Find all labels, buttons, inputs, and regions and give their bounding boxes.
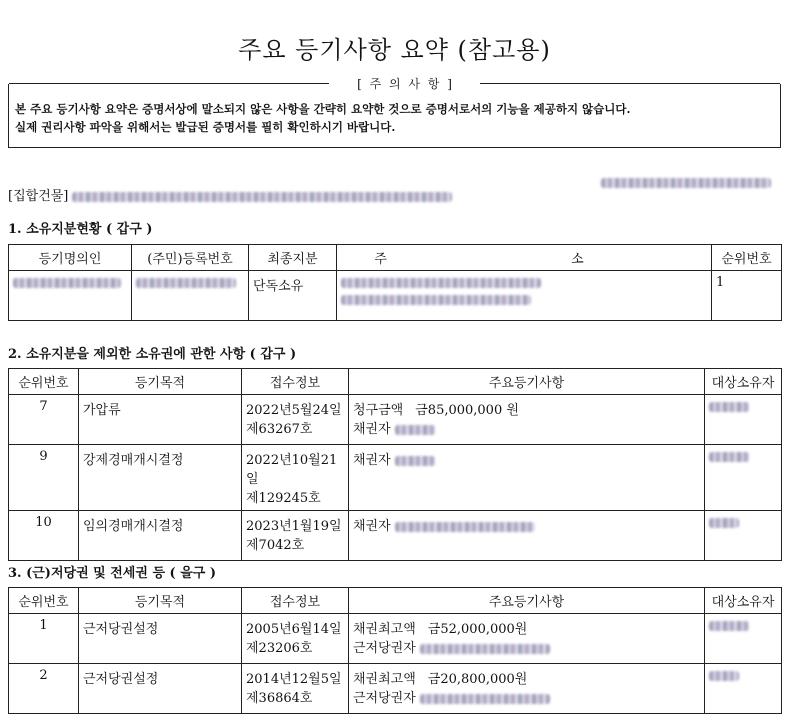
table-row: [9, 511, 782, 561]
receipt-cell: 2014년12월5일 제36864호: [242, 664, 349, 714]
notice-rule-left: [9, 83, 329, 84]
table-row: [9, 445, 782, 511]
col-header: 등기목적: [79, 369, 242, 395]
purpose-cell: 가압류: [79, 395, 242, 445]
purpose-cell: 임의경매개시결정: [79, 511, 242, 561]
rank-cell: 1: [712, 271, 782, 321]
col-header: 접수정보: [242, 588, 349, 614]
notice-line-1: 본 주요 등기사항 요약은 증명서상에 말소되지 않은 사항을 간략히 요약한 것으로 증명서로서의 기능을 제공하지 않습니다.: [15, 102, 631, 116]
section2-title: 2. 소유지분을 제외한 소유권에 관한 사항 ( 갑구 ): [8, 347, 297, 362]
purpose-cell: 근저당권설정: [79, 664, 242, 714]
share-cell: 단독소유: [249, 271, 337, 321]
ownership-other-rights-table: [8, 368, 782, 561]
col-header: 주요등기사항: [349, 369, 705, 395]
ownership-table: [8, 244, 782, 321]
redacted-target-owner: [705, 511, 782, 561]
notice-rule-right: [480, 83, 780, 84]
building-line: [8, 185, 452, 204]
rank-cell: 9: [9, 445, 79, 511]
col-header: 대상소유자: [705, 369, 782, 395]
receipt-cell: 2022년5월24일 제63267호: [242, 395, 349, 445]
redacted-address: [337, 271, 712, 321]
mortgage-table: [8, 587, 782, 714]
notice-box: [8, 77, 781, 148]
rank-cell: 2: [9, 664, 79, 714]
section1-title: 1. 소유지분현황 ( 갑구 ): [8, 222, 153, 237]
redacted-document-meta: [601, 172, 771, 191]
details-cell: 채권자: [349, 445, 705, 511]
receipt-cell: 2005년6월14일 제23206호: [242, 614, 349, 664]
notice-text: [15, 100, 631, 136]
col-header: (주민)등록번호: [132, 245, 249, 271]
col-header: 등기명의인: [9, 245, 132, 271]
table-row: [9, 664, 782, 714]
col-header: 순위번호: [9, 369, 79, 395]
redacted-building-address: [72, 192, 452, 202]
rank-cell: 1: [9, 614, 79, 664]
purpose-cell: 근저당권설정: [79, 614, 242, 664]
redacted-target-owner: [705, 614, 782, 664]
col-header: 최종지분: [249, 245, 337, 271]
redacted-target-owner: [705, 395, 782, 445]
document-title: 주요 등기사항 요약 (참고용): [238, 36, 551, 64]
building-label: [집합건물]: [8, 189, 69, 204]
rank-cell: 10: [9, 511, 79, 561]
redacted-owner-name: [9, 271, 132, 321]
col-header: 접수정보: [242, 369, 349, 395]
receipt-cell: 2022년10월21일 제129245호: [242, 445, 349, 511]
col-header: 등기목적: [79, 588, 242, 614]
details-cell: 채권자: [349, 511, 705, 561]
receipt-cell: 2023년1월19일 제7042호: [242, 511, 349, 561]
col-header: 대상소유자: [705, 588, 782, 614]
redacted-target-owner: [705, 445, 782, 511]
redacted-target-owner: [705, 664, 782, 714]
details-cell: 채권최고액 금20,800,000원 근저당권자: [349, 664, 705, 714]
purpose-cell: 강제경매개시결정: [79, 445, 242, 511]
details-cell: 청구금액 금85,000,000 원 채권자: [349, 395, 705, 445]
details-cell: 채권최고액 금52,000,000원 근저당권자: [349, 614, 705, 664]
col-header: 주요등기사항: [349, 588, 705, 614]
table-row: [9, 614, 782, 664]
col-header: 주 소: [337, 245, 712, 271]
rank-cell: 7: [9, 395, 79, 445]
redacted-registration-no: [132, 271, 249, 321]
notice-line-2: 실제 권리사항 파악을 위해서는 발급된 증명서를 필히 확인하시기 바랍니다.: [15, 120, 396, 134]
col-header: 순위번호: [712, 245, 782, 271]
table-row: [9, 395, 782, 445]
section3-title: 3. (근)저당권 및 전세권 등 ( 을구 ): [8, 566, 216, 581]
col-header: 순위번호: [9, 588, 79, 614]
notice-heading: [ 주 의 사 항 ]: [357, 77, 454, 91]
